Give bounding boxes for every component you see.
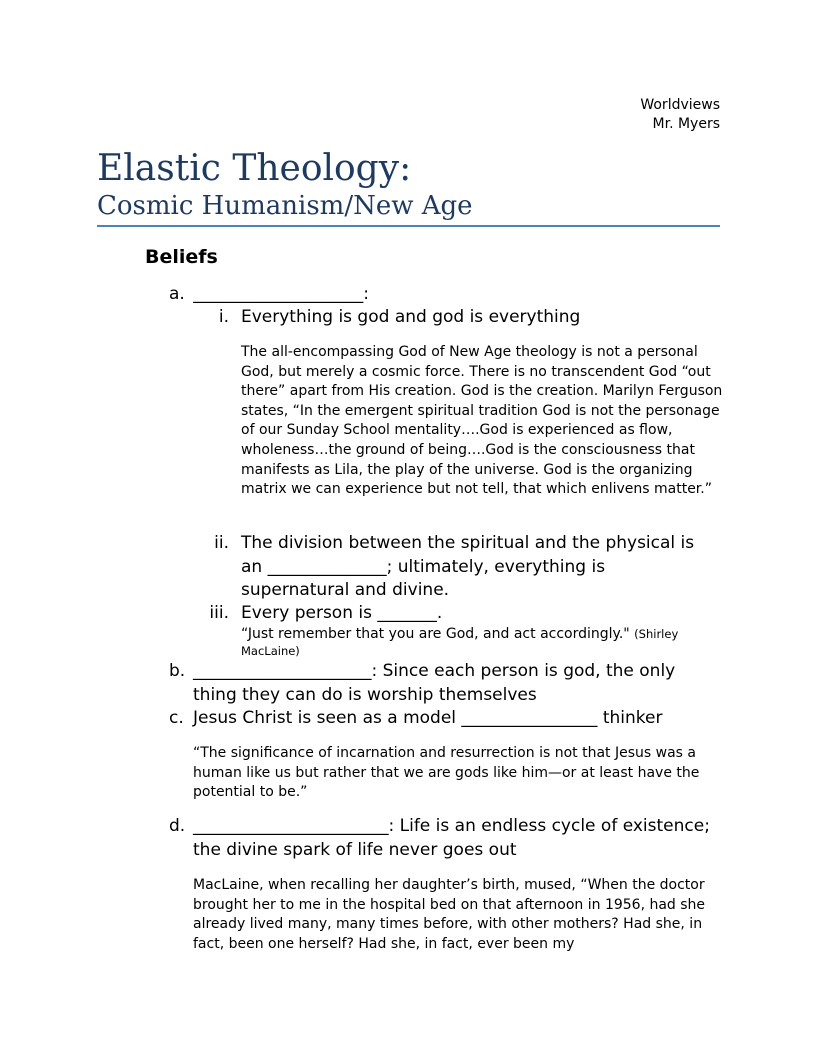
list-item-text: ____________________: [193,284,369,304]
course-name: Worldviews [640,97,720,113]
list-marker: d. [169,816,186,836]
list-item-text: _____________________: Since each person is god, the only thing they can do is worship themselves [193,661,676,705]
list-marker: b. [169,661,186,681]
paragraph-reincarnation: MacLaine, when recalling her daughter’s birth, mused, “When the doctor brought her to me in the hospital bed on that afternoon in 1956, had she already lived many, many times before, with other mothers? Had she, in fact, been one herself? Had she, in fact, ever been my [193,877,706,952]
list-item-text: Everything is god and god is everything [241,307,581,327]
quote-source: (Shirley MacLaine) [241,627,679,658]
maclaine-quote [241,626,721,660]
list-marker: c. [169,708,184,728]
title-block [97,148,720,222]
section-heading: Beliefs [145,246,218,268]
list-item-text: _______________________: Life is an endless cycle of existence; the divine spark of life never goes out [193,816,710,860]
list-marker: i. [218,307,229,327]
list-item-text: Jesus Christ is seen as a model ________________ thinker [193,708,663,728]
paragraph-incarnation-quote: “The significance of incarnation and resurrection is not that Jesus was a human like us but rather that we are gods like him—or at least have the potential to be.” [193,745,700,801]
list-marker: a. [169,284,185,304]
page-subtitle: Cosmic Humanism/New Age [97,191,473,221]
list-marker: iii. [209,603,229,623]
list-item-text: The division between the spiritual and the physical is an ______________; ultimately, everything is supernatural and divine. [241,533,695,600]
list-item-text: Every person is _______. [241,603,443,623]
list-item-a [169,283,369,307]
title-divider [97,225,720,227]
course-header [640,96,720,134]
quote-text: “Just remember that you are God, and act accordingly." [241,626,630,642]
list-marker: ii. [214,533,229,553]
teacher-name: Mr. Myers [652,116,720,132]
paragraph-god-definition: The all-encompassing God of New Age theology is not a personal God, but merely a cosmic force. There is no transcendent God “out there” apart from His creation. God is the creation. Marilyn Ferguson states, “In the emergent spiritual tradition God is not the personage of our Sunday School mentality….God is experienced as flow, wholeness…the ground of being….God is the consciousness that manifests as Lila, the play of the universe. God is the organizing matrix we can experience but not tell, that which enlivens matter.” [241,344,723,498]
page-title: Elastic Theology: [97,148,412,189]
